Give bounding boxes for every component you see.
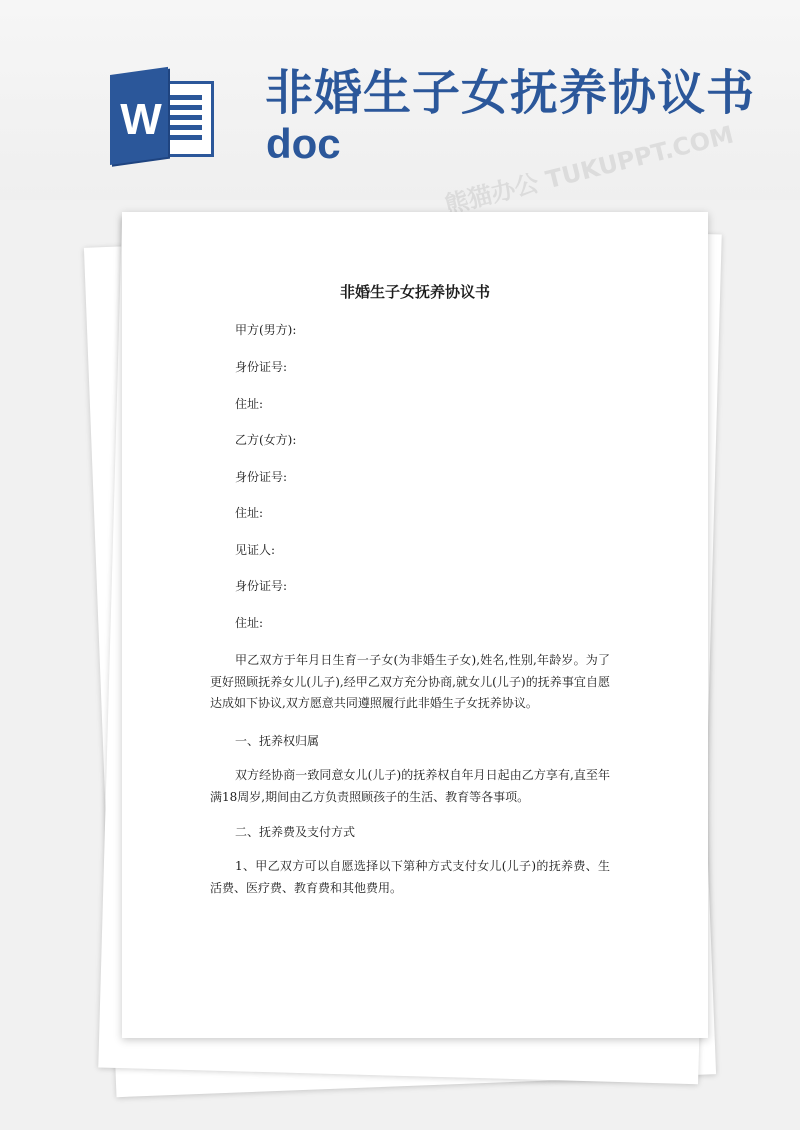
intro-paragraph: 甲乙双方于年月日生育一子女(为非婚生子女),姓名,性别,年龄岁。为了更好照顾抚养女儿(儿子),经甲乙双方充分协商,就女儿(儿子)的抚养事宜自愿达成如下协议,双方愿意共同遵照履行此非婚生子女抚养协议。 (210, 653, 610, 710)
word-icon (110, 75, 215, 165)
document-body (122, 212, 708, 1038)
party-b-address-label: 住址: (235, 506, 264, 520)
party-b-label: 乙方(女方): (235, 433, 297, 447)
witness-address-label: 住址: (235, 616, 264, 630)
word-icon-line (162, 95, 202, 100)
file-extension: doc (266, 120, 341, 167)
party-b-id-label: 身份证号: (235, 470, 288, 484)
witness-id-label: 身份证号: (235, 579, 288, 593)
section-2-heading: 二、抚养费及支付方式 (235, 825, 356, 839)
party-a-id-label: 身份证号: (235, 360, 288, 374)
word-icon-line (162, 105, 202, 110)
header-banner (0, 0, 800, 200)
document-page (122, 212, 708, 1038)
word-icon-line (162, 115, 202, 120)
witness-label: 见证人: (235, 543, 276, 557)
party-a-address-label: 住址: (235, 397, 264, 411)
party-a-label: 甲方(男方): (235, 323, 297, 337)
page-title: 非婚生子女抚养协议书 (265, 65, 756, 121)
section-2-paragraph: 1、甲乙双方可以自愿选择以下第种方式支付女儿(儿子)的抚养费、生活费、医疗费、教育费和其他费用。 (210, 859, 610, 895)
word-icon-line (162, 135, 202, 140)
section-1-heading: 一、抚养权归属 (235, 734, 320, 748)
word-icon-letter: W (120, 95, 162, 144)
document-title: 非婚生子女抚养协议书 (339, 283, 490, 301)
section-1-paragraph: 双方经协商一致同意女儿(儿子)的抚养权自年月日起由乙方享有,直至年满18周岁,期间由乙方负责照顾孩子的生活、教育等各事项。 (210, 768, 610, 804)
word-icon-line (162, 125, 202, 130)
